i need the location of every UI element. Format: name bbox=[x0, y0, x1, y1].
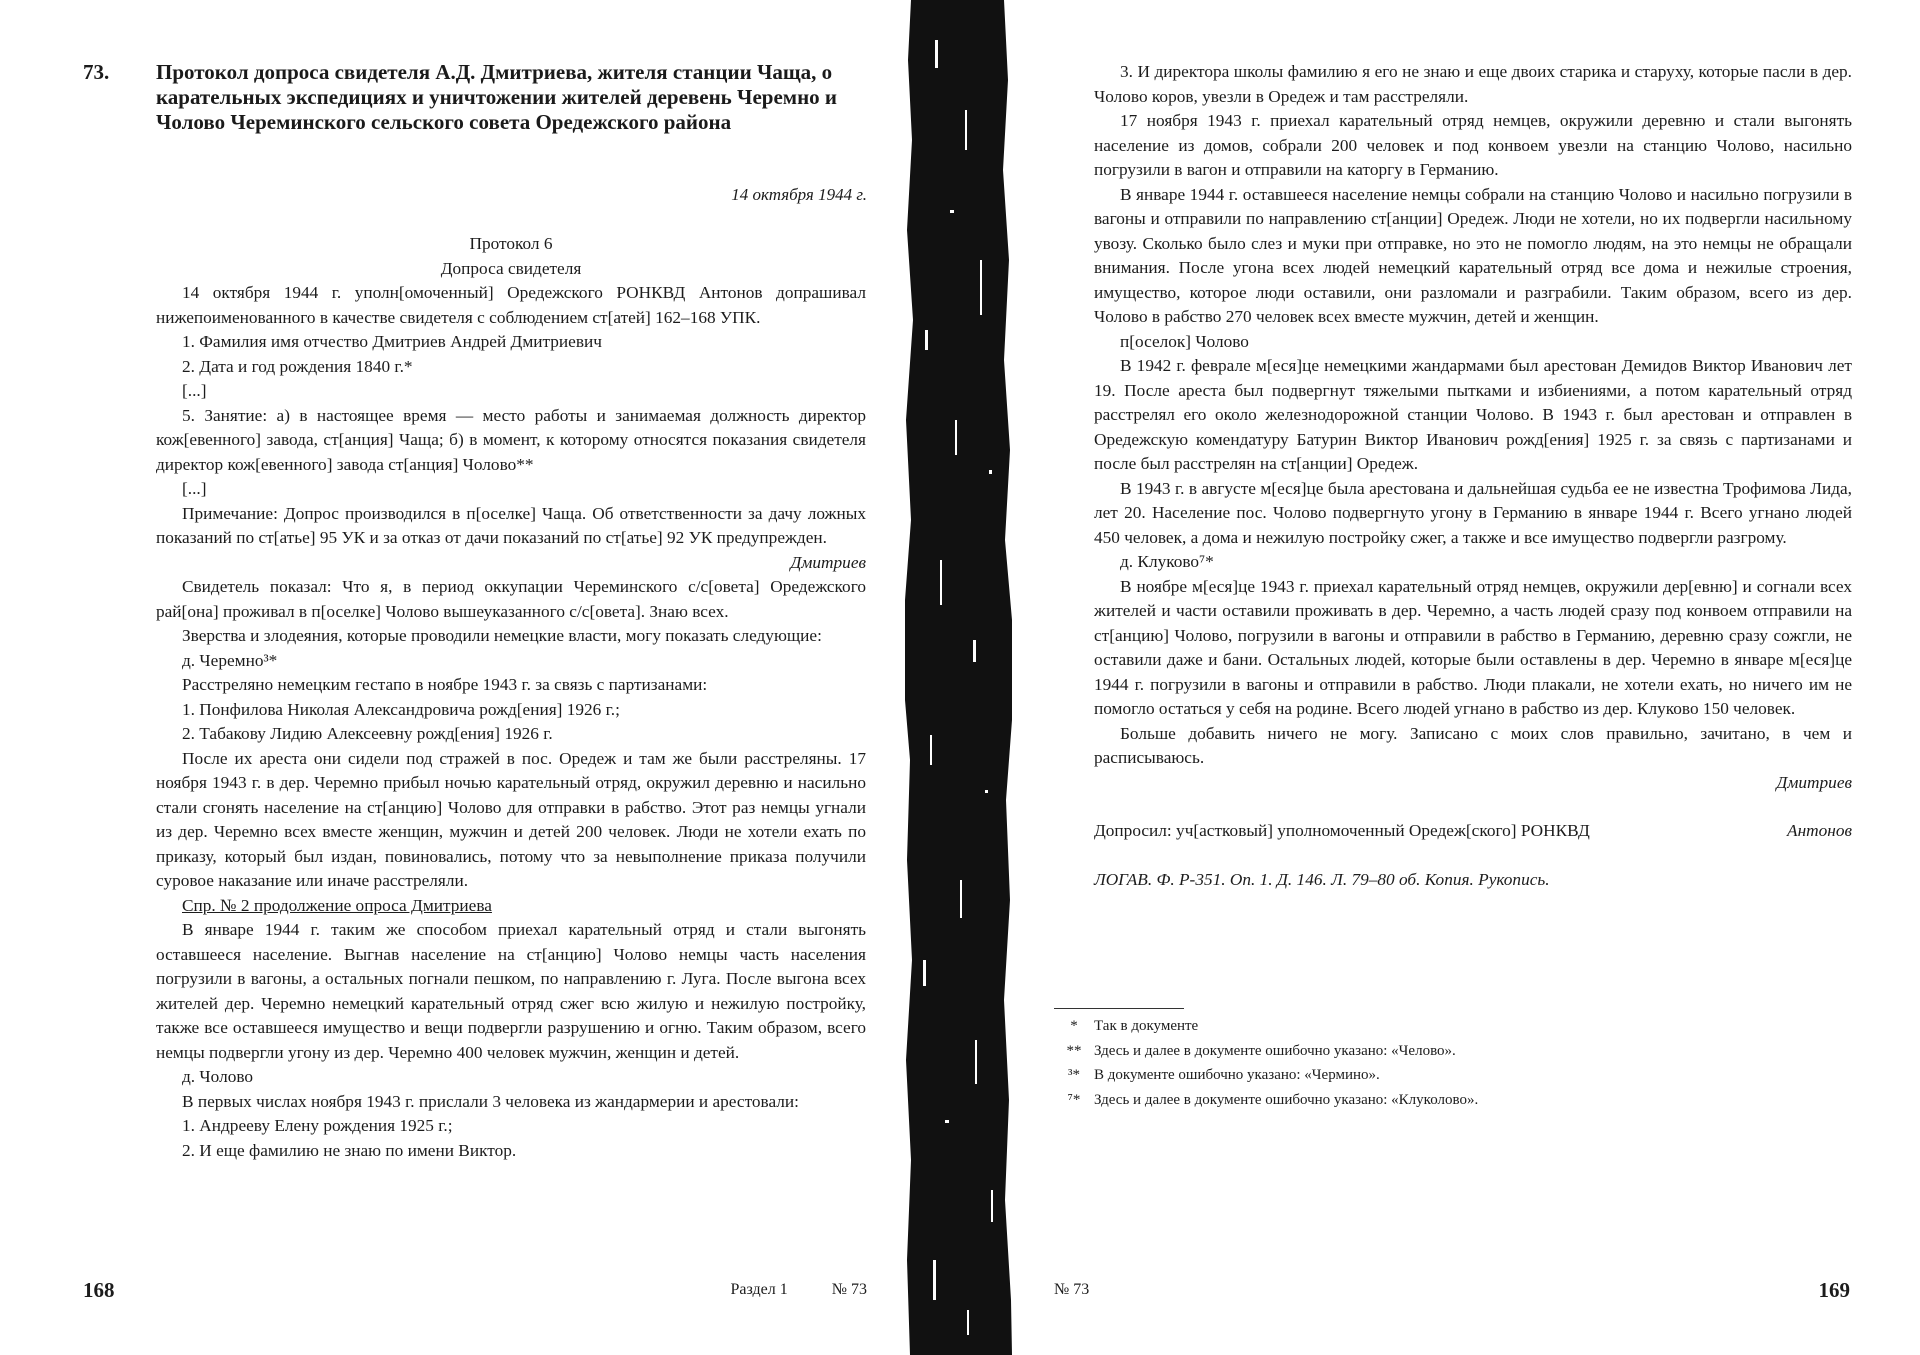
paragraph: В январе 1944 г. оставшееся население немцы собрали на станцию Чолово и насильно погрузили в вагоны и отправили по направлению ст[анции] Оредеж. Люди не хотели, но их подвергли насильному увозу. Сколько было слез и муки при отправке, но это не помогло людям, на это немцы не обращали внимания. После угона всех людей немецкий карательный отряд все дома и нежилые строения, имущество, которое люди оставили, они разломали и разграбили. Таким образом, всего из дер. Чолово в рабство 270 человек всех вместе мужчин, детей и женщин. bbox=[1094, 184, 1852, 326]
paragraph: Расстреляно немецким гестапо в ноябре 1943 г. за связь с партизанами: bbox=[182, 675, 708, 694]
paragraph: В первых числах ноября 1943 г. прислали 3 человека из жандармерии и арестовали: bbox=[182, 1091, 799, 1111]
footnote-text: Здесь и далее в документе ошибочно указано: «Челово». bbox=[1094, 1042, 1456, 1059]
interrogator-text: Допросил: уч[астковый] уполномоченный Оредеж[ского] РОНКВД bbox=[1094, 821, 1590, 840]
paragraph: д. Черемно³* bbox=[182, 650, 278, 670]
page-number-right: 169 bbox=[1818, 1278, 1850, 1302]
right-page bbox=[1012, 0, 1920, 1355]
book-spine bbox=[905, 0, 1012, 1355]
footnote-text: В документе ошибочно указано: «Чермино». bbox=[1094, 1067, 1380, 1083]
paragraph: п[оселок] Чолово bbox=[1120, 331, 1249, 351]
paragraph: 2. И еще фамилию не знаю по имени Виктор. bbox=[182, 1140, 517, 1160]
footnote-mark: ³* bbox=[1068, 1067, 1080, 1083]
paragraph: [...] bbox=[182, 479, 207, 498]
footnote bbox=[1054, 1088, 1854, 1113]
protocol-subheading: Допроса свидетеля bbox=[440, 258, 582, 278]
paragraph: 3. И директора школы фамилию я его не знаю и еще двоих старика и старуху, которые пасли в дер. Чолово коров, увезли в Оредеж и там расстреляли. bbox=[1094, 62, 1852, 106]
right-body-text bbox=[1094, 60, 1852, 892]
paragraph: 2. Дата и год рождения 1840 г.* bbox=[182, 356, 413, 376]
paragraph: В 1943 г. в августе м[еся]це была арестована и дальнейшая судьба ее не известна Трофимова Лида, лет 20. Население пос. Чолово подвергнуто угону в Германию в январе 1944 г. Всего угнано людей 450 человек, а дома и нежилую постройку сжег, а также и все имущество подвергли разгрому. bbox=[1094, 478, 1852, 547]
left-body-text bbox=[156, 232, 866, 1163]
footnote-mark: ⁷* bbox=[1067, 1091, 1081, 1108]
footnote-mark: ** bbox=[1066, 1042, 1082, 1059]
paragraph: 5. Занятие: а) в настоящее время — место работы и занимаемая должность директор кож[евенного] завода, ст[анция] Чаща; б) в момент, к которому относятся показания свидетеля директор кож[евенного] завода ст[анция] Чолово** bbox=[156, 405, 866, 474]
archive-reference: ЛОГАВ. Ф. Р-351. Оп. 1. Д. 146. Л. 79–80 об. Копия. Рукопись. bbox=[1094, 869, 1550, 889]
footnote bbox=[1054, 1063, 1854, 1088]
document-label: № 73 bbox=[831, 1281, 867, 1298]
paragraph: Зверства и злодеяния, которые проводили немецкие власти, могу показать следующие: bbox=[182, 626, 822, 645]
paragraph: В январе 1944 г. таким же способом приехал карательный отряд и стали выгонять оставшееся население. Выгнав население на ст[анцию] Чолово немцы часть населения погрузили в вагоны, а остальных погнали пешком, по направлению г. Луга. После выгона всех жителей дер. Черемно немецкий карательный отряд сжег всю жилую и нежилую постройку, также все оставшееся имущество и вещи подвергли разрушению и огню. Таким образом, всего немцы подвергли угону из дер. Черемно 400 человек мужчин, женщин и детей. bbox=[156, 920, 866, 1062]
running-footer-right: № 73 bbox=[1054, 1281, 1090, 1298]
paragraph: В ноябре м[еся]це 1943 г. приехал карательный отряд немцев, окружили дер[евню] и согнали всех жителей и части оставили проживать в дер. Черемно, а часть людей сразу под конвоем отправили на ст[анцию] Чолово, погрузили в вагоны и отправили в рабство в Германию, деревню сразу сожгли, не оставили даже и бани. Остальных людей, которые были оставлены в дер. Черемно в январе м[еся]це 1944 г. погрузили в вагоны и отправили в рабство. Люди плакали, не хотели ехать, но ничего им не помогло остаться у себя на родине. Всего людей угнано в рабство из дер. Клуково 150 человек. bbox=[1094, 576, 1852, 718]
paragraph: 1. Андрееву Елену рождения 1925 г.; bbox=[182, 1116, 453, 1135]
signature: Дмитриев bbox=[790, 552, 866, 572]
paragraph: Больше добавить ничего не могу. Записано с моих слов правильно, зачитано, в чем и расписываюсь. bbox=[1094, 723, 1852, 767]
interrogator-line bbox=[1094, 819, 1852, 844]
footnote-text: Так в документе bbox=[1094, 1018, 1199, 1034]
document-date: 14 октября 1944 г. bbox=[731, 185, 867, 204]
page-number: 168 bbox=[83, 1278, 115, 1302]
paragraph: После их ареста они сидели под стражей в пос. Оредеж и там же были расстреляны. 17 ноября 1943 г. в дер. Черемно прибыл ночью карательный отряд, окружил деревню и насильно стали сгонять население на ст[анцию] Чолово для отправки в рабство. Этот раз немцы угнали из дер. Черемно всех вместе женщин, мужчин и детей 200 человек. Люди не хотели ехать по приказу, который был издан, повиновались, потому что за невыполнение приказа получили суровое наказание или иначе расстреляли. bbox=[156, 748, 866, 890]
document-title: Протокол допроса свидетеля А.Д. Дмитриева, жителя станции Чаща, о карательных экспедициях и уничтожении жителей деревень Черемно и Чолово Череминского сельского совета Оредежского района bbox=[156, 60, 838, 134]
signature: Дмитриев bbox=[1776, 772, 1852, 792]
underlined-text: Спр. № 2 продолжение опроса Дмитриева bbox=[182, 895, 492, 915]
paragraph: 17 ноября 1943 г. приехал карательный отряд немцев, окружили деревню и стали выгонять население из домов, собрали 200 человек и под конвоем увезли на станцию Чолово, насильно погрузили в вагон и отправили на каторгу в Германию. bbox=[1094, 111, 1852, 179]
paragraph: 1. Понфилова Николая Александровича рожд[ения] 1926 г.; bbox=[182, 699, 620, 719]
underlined-heading bbox=[156, 894, 866, 919]
paragraph: [...] bbox=[182, 381, 207, 400]
footnote-rule bbox=[1054, 1008, 1184, 1009]
paragraph: 2. Табакову Лидию Алексеевну рожд[ения] 1926 г. bbox=[182, 724, 553, 743]
left-page bbox=[0, 0, 905, 1355]
paragraph: д. Чолово bbox=[182, 1067, 254, 1086]
footnotes bbox=[1054, 1014, 1854, 1112]
document-number: 73. bbox=[83, 60, 110, 84]
running-footer bbox=[690, 1281, 867, 1299]
footnote-text: Здесь и далее в документе ошибочно указано: «Клуколово». bbox=[1094, 1091, 1479, 1108]
footnote-mark: * bbox=[1070, 1018, 1078, 1034]
paragraph: д. Клуково⁷* bbox=[1120, 552, 1214, 571]
protocol-heading: Протокол 6 bbox=[469, 234, 553, 253]
paragraph: В 1942 г. феврале м[еся]це немецкими жандармами был арестован Демидов Виктор Иванович лет 19. После ареста был подвергнут тяжелыми пытками и избиениями, а потом карательный отряд расстрелял его около железнодорожной станции Чолово. В 1943 г. был арестован и отправлен в Оредежскую комендатуру Батурин Виктор Иванович рожд[ения] 1925 г. за связь с партизанами и после был расстрелян на ст[анции] Оредеж. bbox=[1094, 356, 1852, 473]
paragraph: Примечание: Допрос производился в п[оселке] Чаща. Об ответственности за дачу ложных показаний по ст[атье] 95 УК и за отказ от дачи показаний по ст[атье] 92 УК предупрежден. bbox=[156, 503, 866, 547]
interrogator-name: Антонов bbox=[1787, 821, 1852, 840]
paragraph: Свидетель показал: Что я, в период оккупации Череминского с/с[овета] Оредежского рай[она] проживал в п[оселке] Чолово вышеуказанного с/с[овета]. Знаю всех. bbox=[156, 577, 866, 621]
paragraph: 1. Фамилия имя отчество Дмитриев Андрей Дмитриевич bbox=[182, 332, 602, 351]
paragraph: 14 октября 1944 г. уполн[омоченный] Оредежского РОНКВД Антонов допрашивал нижепоименованного в качестве свидетеля с соблюдением ст[атей] 162–168 УПК. bbox=[156, 283, 866, 327]
footnote bbox=[1054, 1014, 1854, 1039]
footnote bbox=[1054, 1039, 1854, 1064]
section-label: Раздел 1 bbox=[730, 1281, 788, 1298]
